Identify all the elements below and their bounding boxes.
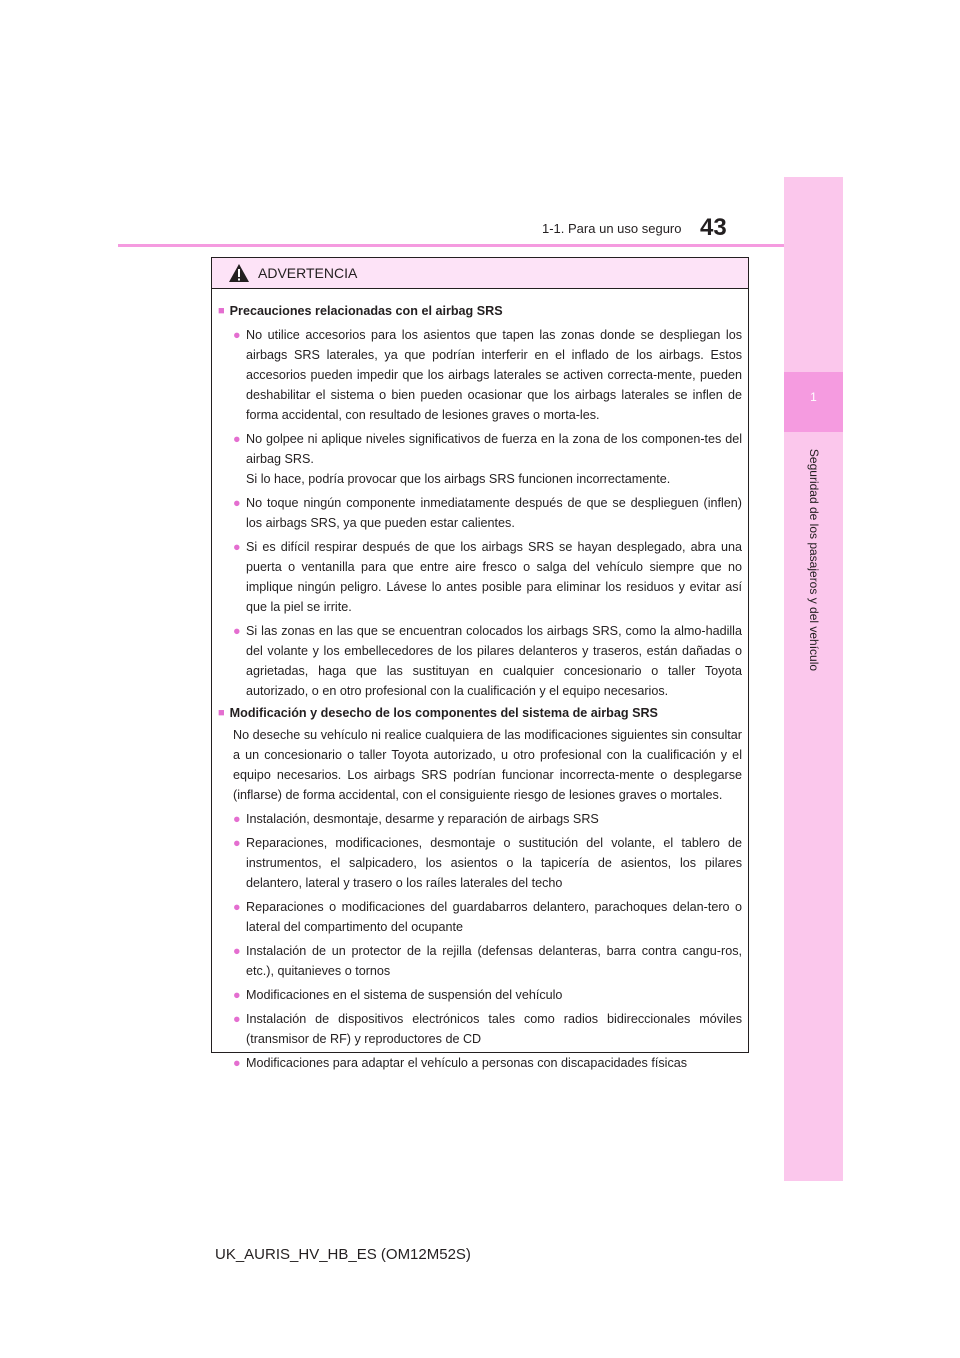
list-item: ● Instalación, desmontaje, desarme y reparación de airbags SRS <box>233 809 742 829</box>
square-bullet-icon: ■ <box>218 305 225 317</box>
bullet-dot-icon: ● <box>233 1012 241 1026</box>
chapter-title: Seguridad de los pasajeros y del vehículo <box>807 448 821 672</box>
list-item: ● No toque ningún componente inmediatamente después de que se desplieguen (inflen) los airbags SRS, ya que pueden estar calientes. <box>233 493 742 533</box>
list-item: ● No golpee ni aplique niveles significativos de fuerza en la zona de los componen-tes del airbag SRS. Si lo hace, podría provocar que los airbags SRS funcionen incorrectamente. <box>233 429 742 489</box>
warning-box <box>211 257 749 1070</box>
warning-body <box>212 289 748 1073</box>
page-number: 43 <box>700 214 727 241</box>
warning-triangle-icon <box>228 263 250 283</box>
list-item: ● Modificaciones en el sistema de suspensión del vehículo <box>233 985 742 1005</box>
list-item: ● Reparaciones o modificaciones del guardabarros delantero, parachoques delan-tero o lateral del compartimento del ocupante <box>233 897 742 937</box>
list-item: ● Reparaciones, modificaciones, desmontaje o sustitución del volante, el tablero de instrumentos, el salpicadero, los asientos o la tapicería de asientos, los pilares delantero, lateral y trasero o los raíles laterales del techo <box>233 833 742 893</box>
section-title: 1-1. Para un uso seguro <box>542 221 682 236</box>
warning-title: ADVERTENCIA <box>258 265 358 281</box>
square-bullet-icon: ■ <box>218 707 225 719</box>
bullet-dot-icon: ● <box>233 540 241 554</box>
list-item: ● Si es difícil respirar después de que los airbags SRS se hayan desplegado, abra una puerta o ventanilla para que entre aire fresco o salga del vehículo siempre que no implique ningún peligro. Lávese lo antes posible para eliminar los residuos y evitar así que la piel se irrite. <box>233 537 742 617</box>
bullet-dot-icon: ● <box>233 812 241 826</box>
list-item: ● No utilice accesorios para los asientos que tapen las zonas donde se despliegan los airbags SRS laterales, ya que podrían interferir en el inflado de los airbags. Estos accesorios pueden impedir que los airbags laterales se activen correcta-mente, pueden deshabilitar el sistema o bien pueden ocasionar que los airbags laterales se inflen de forma accidental, con resultado de lesiones graves o morta-les. <box>233 325 742 425</box>
section-heading: ■ Precauciones relacionadas con el airbag SRS <box>218 301 742 321</box>
bullet-dot-icon: ● <box>233 988 241 1002</box>
header-rule <box>118 244 784 247</box>
bullet-dot-icon: ● <box>233 496 241 510</box>
list-item: ● Instalación de un protector de la rejilla (defensas delanteras, barra contra cangu-ros, etc.), quitanieves o tornos <box>233 941 742 981</box>
chapter-number: 1 <box>810 390 817 404</box>
bullet-dot-icon: ● <box>233 328 241 342</box>
bullet-dot-icon: ● <box>233 836 241 850</box>
warning-header <box>212 258 748 289</box>
list-item: ● Instalación de dispositivos electrónicos tales como radios bidireccionales móviles (transmisor de RF) y reproductores de CD <box>233 1009 742 1049</box>
section-intro: No deseche su vehículo ni realice cualquiera de las modificaciones siguientes sin consultar a un concesionario o taller Toyota autorizado, u otro profesional con la cualificación y el equipo necesarios. Los airbags SRS podrían funcionar incorrecta-mente o desplegarse (inflarse) de forma accidental, con el consiguiente riesgo de lesiones graves o mortales. <box>233 728 742 802</box>
bullet-dot-icon: ● <box>233 900 241 914</box>
section-heading: ■ Modificación y desecho de los componentes del sistema de airbag SRS <box>218 703 742 723</box>
bullet-dot-icon: ● <box>233 944 241 958</box>
chapter-side-tab <box>784 177 843 1181</box>
list-item: ● Modificaciones para adaptar el vehículo a personas con discapacidades físicas <box>233 1053 742 1073</box>
document-code: UK_AURIS_HV_HB_ES (OM12M52S) <box>215 1246 471 1263</box>
list-item: ● Si las zonas en las que se encuentran colocados los airbags SRS, como la almo-hadilla del volante y los embellecedores de los pilares delanteros y traseros, están dañadas o agrietadas, haga que las sustituyan en cualquier concesionario o taller Toyota autorizado, o en otro profesional con la cualificación y el equipo necesarios. <box>233 621 742 701</box>
bullet-dot-icon: ● <box>233 1056 241 1070</box>
bullet-dot-icon: ● <box>233 624 241 638</box>
bullet-dot-icon: ● <box>233 432 241 446</box>
